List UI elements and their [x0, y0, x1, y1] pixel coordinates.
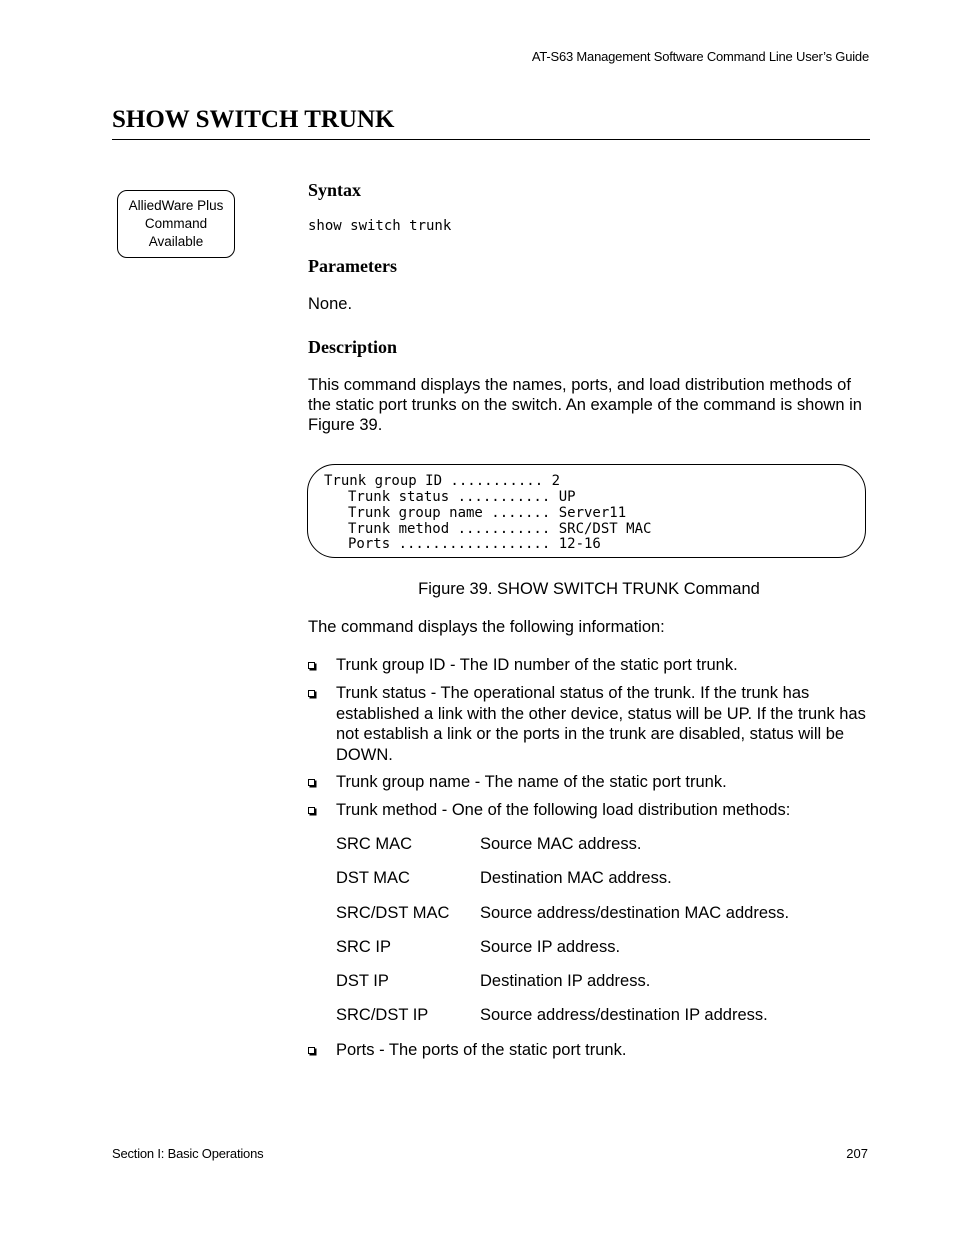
- parameters-text: None.: [308, 295, 353, 313]
- footer-page-number: 207: [846, 1146, 868, 1161]
- method-term: SRC IP: [336, 938, 392, 956]
- bullet-item: [308, 683, 870, 765]
- syntax-heading: Syntax: [308, 180, 362, 200]
- checkbox-bullet-icon: [308, 662, 315, 669]
- method-description: Source MAC address.: [480, 835, 642, 853]
- title-rule: [112, 139, 870, 140]
- bullet-item: [308, 800, 870, 821]
- method-term: DST IP: [336, 972, 389, 990]
- example-line-ports: Ports .................. 12-16: [348, 536, 601, 552]
- method-term: SRC/DST IP: [336, 1006, 429, 1024]
- example-line-trunk-group-name: Trunk group name ....... Server11: [348, 505, 627, 521]
- bullet-text: Ports - The ports of the static port trunk.: [336, 1041, 627, 1059]
- info-intro-text: The command displays the following information:: [308, 618, 665, 636]
- method-description: Source IP address.: [480, 938, 621, 956]
- description-text: This command displays the names, ports, and load distribution methods of the static port trunks on the switch. An example of the command is shown in Figure 39.: [308, 376, 862, 434]
- method-description: Destination MAC address.: [480, 869, 672, 887]
- page-title: SHOW SWITCH TRUNK: [112, 106, 395, 133]
- bullet-text: Trunk group name - The name of the static port trunk.: [336, 773, 727, 791]
- example-line-trunk-method: Trunk method ........... SRC/DST MAC: [348, 521, 652, 537]
- checkbox-bullet-icon: [308, 1047, 315, 1054]
- bullet-item: [308, 1040, 870, 1061]
- syntax-command: show switch trunk: [308, 218, 452, 234]
- example-line-trunk-status: Trunk status ........... UP: [348, 489, 576, 505]
- checkbox-bullet-icon: [308, 690, 315, 697]
- figure-caption: Figure 39. SHOW SWITCH TRUNK Command: [418, 580, 760, 598]
- badge-line-3: Available: [148, 234, 204, 249]
- method-term: SRC MAC: [336, 835, 413, 853]
- bullet-text: Trunk method - One of the following load distribution methods:: [336, 801, 791, 819]
- badge-line-2: Command: [144, 216, 208, 231]
- bullet-item: [308, 655, 870, 676]
- alliedware-plus-badge: [117, 190, 235, 258]
- example-output-box: [307, 464, 866, 558]
- running-header: AT-S63 Management Software Command Line User’s Guide: [531, 49, 869, 64]
- bullet-text: Trunk status - The operational status of the trunk. If the trunk has established a link with the other device, status will be UP. If the trunk has not establish a link or the ports in the trunk are disabled, status will be DOWN.: [336, 684, 866, 764]
- checkbox-bullet-icon: [308, 779, 315, 786]
- example-line-trunk-group-id: Trunk group ID ........... 2: [324, 473, 561, 489]
- checkbox-bullet-icon: [308, 807, 315, 814]
- parameters-heading: Parameters: [308, 256, 397, 276]
- method-description: Source address/destination IP address.: [480, 1006, 768, 1024]
- method-term: DST MAC: [336, 869, 410, 887]
- method-term: SRC/DST MAC: [336, 904, 450, 922]
- method-description: Source address/destination MAC address.: [480, 904, 790, 922]
- description-heading: Description: [308, 337, 397, 357]
- bullet-text: Trunk group ID - The ID number of the static port trunk.: [336, 656, 738, 674]
- badge-line-1: AlliedWare Plus: [128, 198, 224, 213]
- footer-section: Section I: Basic Operations: [112, 1146, 264, 1161]
- bullet-item: [308, 772, 870, 793]
- method-description: Destination IP address.: [480, 972, 651, 990]
